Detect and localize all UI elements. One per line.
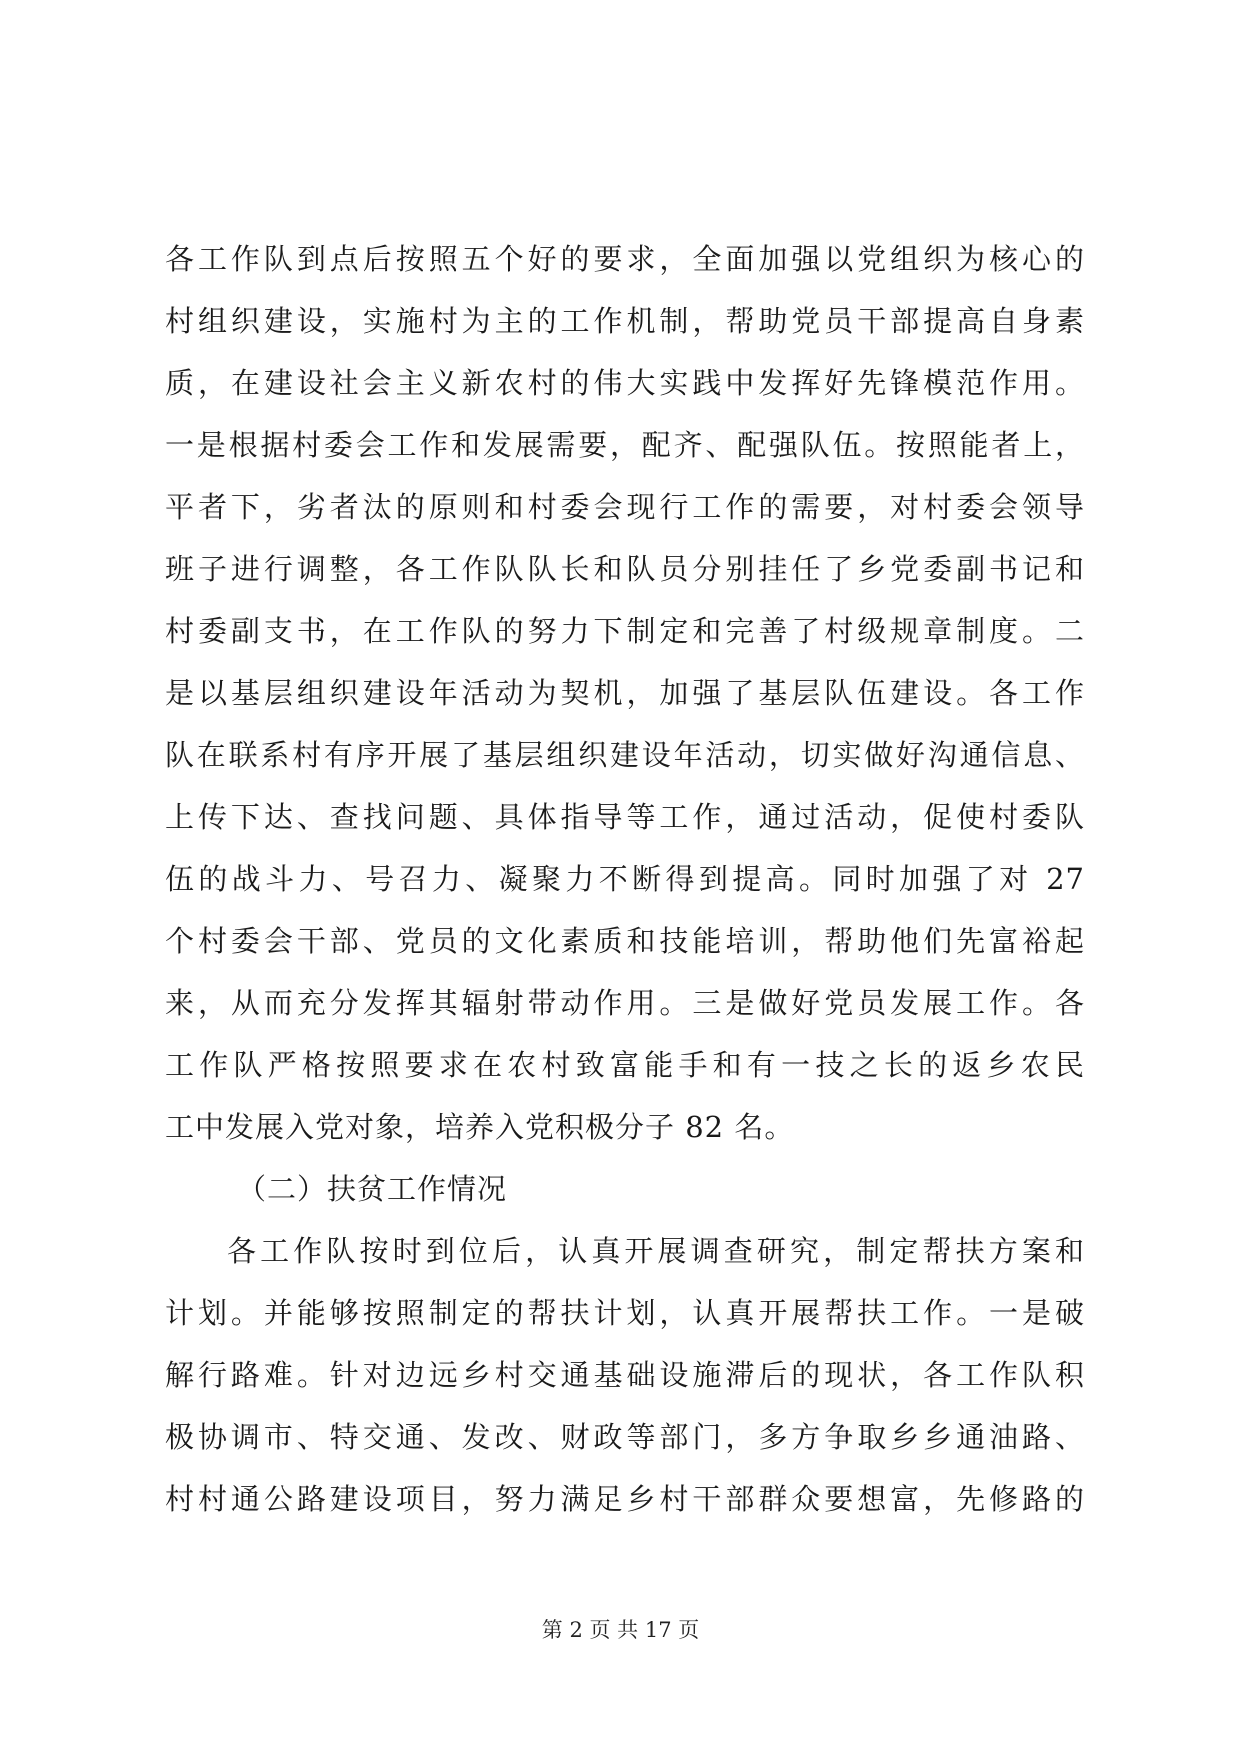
paragraph-line: 上传下达、查找问题、具体指导等工作，通过活动，促使村委队 <box>165 800 1085 834</box>
paragraph-line: 质，在建设社会主义新农村的伟大实践中发挥好先锋模范作用。 <box>165 366 1085 400</box>
paragraph-line: 各工作队到点后按照五个好的要求，全面加强以党组织为核心的 <box>165 242 1085 276</box>
paragraph-line: 队在联系村有序开展了基层组织建设年活动，切实做好沟通信息、 <box>165 738 1085 772</box>
paragraph-line: 一是根据村委会工作和发展需要，配齐、配强队伍。按照能者上， <box>165 428 1085 462</box>
paragraph-line: 村村通公路建设项目，努力满足乡村干部群众要想富，先修路的 <box>165 1482 1085 1516</box>
document-body <box>165 228 1085 1530</box>
paragraph-line: 极协调市、特交通、发改、财政等部门，多方争取乡乡通油路、 <box>165 1420 1085 1454</box>
paragraph-line: 计划。并能够按照制定的帮扶计划，认真开展帮扶工作。一是破 <box>165 1296 1085 1330</box>
page-number-footer: 第 2 页 共 17 页 <box>541 1618 700 1642</box>
paragraph-line: 村委副支书，在工作队的努力下制定和完善了村级规章制度。二 <box>165 614 1085 648</box>
paragraph-line: 伍的战斗力、号召力、凝聚力不断得到提高。同时加强了对 27 <box>165 862 1085 896</box>
paragraph-line: 工中发展入党对象，培养入党积极分子 82 名。 <box>165 1110 795 1144</box>
paragraph-line: 个村委会干部、党员的文化素质和技能培训，帮助他们先富裕起 <box>165 924 1085 958</box>
paragraph-line: 解行路难。针对边远乡村交通基础设施滞后的现状，各工作队积 <box>165 1358 1085 1392</box>
paragraph-line: 各工作队按时到位后，认真开展调查研究，制定帮扶方案和 <box>227 1234 1085 1268</box>
paragraph-line: 村组织建设，实施村为主的工作机制，帮助党员干部提高自身素 <box>165 304 1085 338</box>
paragraph-line: 是以基层组织建设年活动为契机，加强了基层队伍建设。各工作 <box>165 676 1085 710</box>
paragraph-line: 平者下，劣者汰的原则和村委会现行工作的需要，对村委会领导 <box>165 490 1085 524</box>
paragraph-line: 工作队严格按照要求在农村致富能手和有一技之长的返乡农民 <box>165 1048 1085 1082</box>
section-heading: （二）扶贫工作情况 <box>237 1172 508 1206</box>
paragraph-line: 班子进行调整，各工作队队长和队员分别挂任了乡党委副书记和 <box>165 552 1085 586</box>
paragraph-line: 来，从而充分发挥其辐射带动作用。三是做好党员发展工作。各 <box>165 986 1085 1020</box>
